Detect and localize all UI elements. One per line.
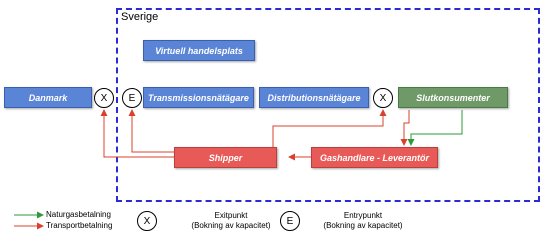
gas-trader-box: [311, 147, 438, 168]
entry-point-transmission: [122, 88, 142, 108]
gas-flow-consumer-to-trader: [411, 110, 462, 145]
transport-flow-shipper-to-entry: [132, 110, 174, 152]
transmission-owner-box: [143, 87, 254, 108]
denmark-box: [4, 87, 92, 108]
exit-symbol: X: [100, 92, 108, 104]
exit-point-distribution: [373, 88, 393, 108]
virtual-trading-place-box: [143, 40, 255, 61]
entry-symbol: E: [286, 215, 294, 227]
transmission-owner-label: Transmissionsnätägare: [148, 92, 249, 103]
legend-entry-title: Entrypunkt: [343, 211, 383, 220]
legend-exit-title: Exitpunkt: [214, 211, 248, 220]
region-label: Sverige: [121, 11, 159, 23]
exit-point-denmark: [94, 88, 114, 108]
distribution-owner-box: [259, 87, 369, 108]
transport-flow-consumer-to-trader: [404, 110, 409, 145]
exit-symbol: X: [379, 92, 387, 104]
legend-entry-icon: [280, 211, 300, 231]
entry-symbol: E: [128, 92, 136, 104]
legend-entry-sub: (Bokning av kapacitet): [323, 221, 403, 230]
end-consumer-box: [398, 87, 508, 108]
legend-natural-gas-label: Naturgasbetalning: [46, 210, 111, 219]
legend-exit-sub: (Bokning av kapacitet): [191, 221, 271, 230]
denmark-label: Danmark: [28, 92, 68, 103]
legend-transport-label: Transportbetalning: [46, 221, 113, 230]
end-consumer-label: Slutkonsumenter: [416, 92, 490, 103]
distribution-owner-label: Distributionsnätägare: [267, 92, 361, 103]
shipper-box: [174, 147, 277, 168]
legend-exit-icon: [137, 211, 157, 231]
exit-symbol: X: [143, 215, 151, 227]
transport-flow-shipper-to-dist-exit: [273, 110, 383, 147]
gas-trader-label: Gashandlare - Leverantör: [319, 152, 430, 163]
legend-exit-text: [176, 211, 286, 231]
transport-flow-shipper-to-exit: [104, 110, 174, 157]
legend-entry-text: [308, 211, 418, 231]
shipper-label: Shipper: [208, 152, 243, 163]
virtual-trading-place-label: Virtuell handelsplats: [155, 45, 243, 56]
